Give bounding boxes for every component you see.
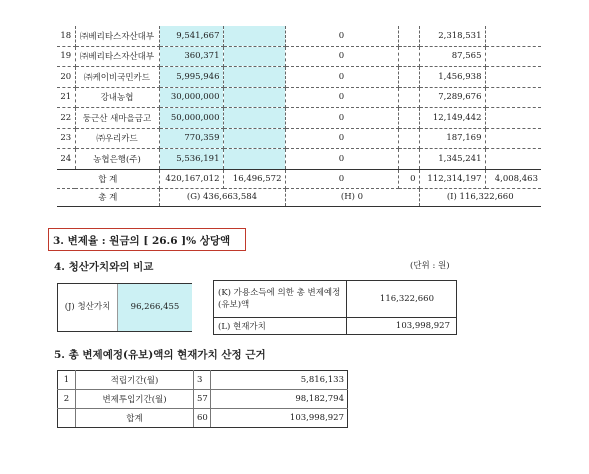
total-h: (H) 0 (285, 188, 419, 206)
secured-interest (398, 26, 419, 46)
repayment-amount: 7,289,676 (419, 87, 485, 108)
sum-secured: 0 (285, 169, 398, 188)
period-label: 적립기간(월) (76, 371, 194, 390)
present-value: 103,998,927 (347, 318, 457, 335)
secured-amount: 0 (285, 26, 398, 46)
repayment-amount: 2,318,531 (419, 26, 485, 46)
table-row (58, 390, 348, 409)
secured-interest (398, 87, 419, 108)
reserve-amount (485, 67, 541, 88)
reserve-amount (485, 128, 541, 149)
liquidation-value: 96,266,455 (117, 284, 192, 331)
reserve-amount (485, 149, 541, 170)
amount: 5,816,133 (211, 371, 348, 390)
interest-amount (223, 128, 285, 149)
table-row (58, 371, 348, 390)
sum-interest: 16,496,572 (223, 169, 285, 188)
creditor-name: ㈜우리카드 (75, 128, 159, 149)
section4-title: 4. 청산가치와의 비교 (54, 261, 154, 273)
secured-interest (398, 67, 419, 88)
total-i: (I) 116,322,660 (419, 188, 541, 206)
sum-repayment: 112,314,197 (419, 169, 485, 188)
creditor-name: 강내농협 (75, 87, 159, 108)
principal-amount: 770,359 (159, 128, 223, 149)
sum-secured-interest: 0 (398, 169, 419, 188)
unit-label: (단위 : 원) (410, 261, 450, 271)
total-row (57, 188, 541, 206)
amount: 103,998,927 (211, 409, 348, 428)
table-row (57, 108, 541, 129)
secured-amount: 0 (285, 128, 398, 149)
months: 3 (194, 371, 211, 390)
interest-amount (223, 26, 285, 46)
table-row (57, 128, 541, 149)
months: 57 (194, 390, 211, 409)
row-number: 24 (57, 149, 75, 170)
total-g: (G) 436,663,584 (159, 188, 285, 206)
interest-amount (223, 149, 285, 170)
principal-amount: 5,995,946 (159, 67, 223, 88)
interest-amount (223, 67, 285, 88)
secured-interest (398, 128, 419, 149)
total-repayment-label: (K) 가용소득에 의한 총 변제예정(유보)액 (214, 281, 347, 318)
total-label: 총 계 (57, 188, 159, 206)
reserve-amount (485, 87, 541, 108)
row-number: 23 (57, 128, 75, 149)
secured-interest (398, 46, 419, 67)
principal-amount: 9,541,667 (159, 26, 223, 46)
table-row (57, 46, 541, 67)
reserve-amount (485, 108, 541, 129)
section3-title: 3. 변제율 : 원금의 [ 26.6 ]% 상당액 (53, 235, 231, 247)
reserve-amount (485, 46, 541, 67)
table-row (57, 87, 541, 108)
repayment-table (57, 26, 541, 207)
creditor-name: ㈜베리타스자산대부 (75, 46, 159, 67)
row-number: 18 (57, 26, 75, 46)
secured-amount: 0 (285, 67, 398, 88)
sum-row (57, 169, 541, 188)
liquidation-value-label: (J) 청산가치 (64, 302, 111, 312)
secured-amount: 0 (285, 108, 398, 129)
table-row (57, 149, 541, 170)
liquidation-value-box (57, 283, 192, 332)
interest-amount (223, 87, 285, 108)
row-number: 21 (57, 87, 75, 108)
row-number (58, 409, 76, 428)
secured-amount: 0 (285, 149, 398, 170)
table-row (57, 26, 541, 46)
row-number: 1 (58, 371, 76, 390)
repayment-amount: 12,149,442 (419, 108, 485, 129)
row-number: 22 (57, 108, 75, 129)
creditor-name: ㈜베리타스자산대부 (75, 26, 159, 46)
repayment-amount: 1,456,938 (419, 67, 485, 88)
creditor-name: 둥근산 새마을금고 (75, 108, 159, 129)
period-label: 변제투입기간(월) (76, 390, 194, 409)
creditor-name: ㈜케이비국민카드 (75, 67, 159, 88)
reserve-amount (485, 26, 541, 46)
interest-amount (223, 108, 285, 129)
period-label: 합계 (76, 409, 194, 428)
row-number: 20 (57, 67, 75, 88)
repayment-amount: 87,565 (419, 46, 485, 67)
repayment-rate-box (48, 228, 246, 251)
amount: 98,182,794 (211, 390, 348, 409)
secured-interest (398, 149, 419, 170)
secured-interest (398, 108, 419, 129)
row-number: 19 (57, 46, 75, 67)
creditor-name: 농협은행(주) (75, 149, 159, 170)
secured-amount: 0 (285, 46, 398, 67)
present-value-label: (L) 현재가치 (214, 318, 347, 335)
principal-amount: 30,000,000 (159, 87, 223, 108)
principal-amount: 360,371 (159, 46, 223, 67)
months: 60 (194, 409, 211, 428)
table-row (214, 281, 457, 318)
sum-principal: 420,167,012 (159, 169, 223, 188)
sum-reserve: 4,008,463 (485, 169, 541, 188)
secured-amount: 0 (285, 87, 398, 108)
interest-amount (223, 46, 285, 67)
table-row (58, 409, 348, 428)
sum-label: 합 계 (57, 169, 159, 188)
repayment-amount: 1,345,241 (419, 149, 485, 170)
present-value-table (213, 280, 457, 335)
section5-title: 5. 총 변제예정(유보)액의 현재가치 산정 근거 (54, 349, 266, 361)
principal-amount: 5,536,191 (159, 149, 223, 170)
calculation-basis-table (57, 370, 348, 428)
table-row (214, 318, 457, 335)
table-row (57, 67, 541, 88)
principal-amount: 50,000,000 (159, 108, 223, 129)
total-repayment-value: 116,322,660 (347, 281, 457, 318)
repayment-amount: 187,169 (419, 128, 485, 149)
row-number: 2 (58, 390, 76, 409)
